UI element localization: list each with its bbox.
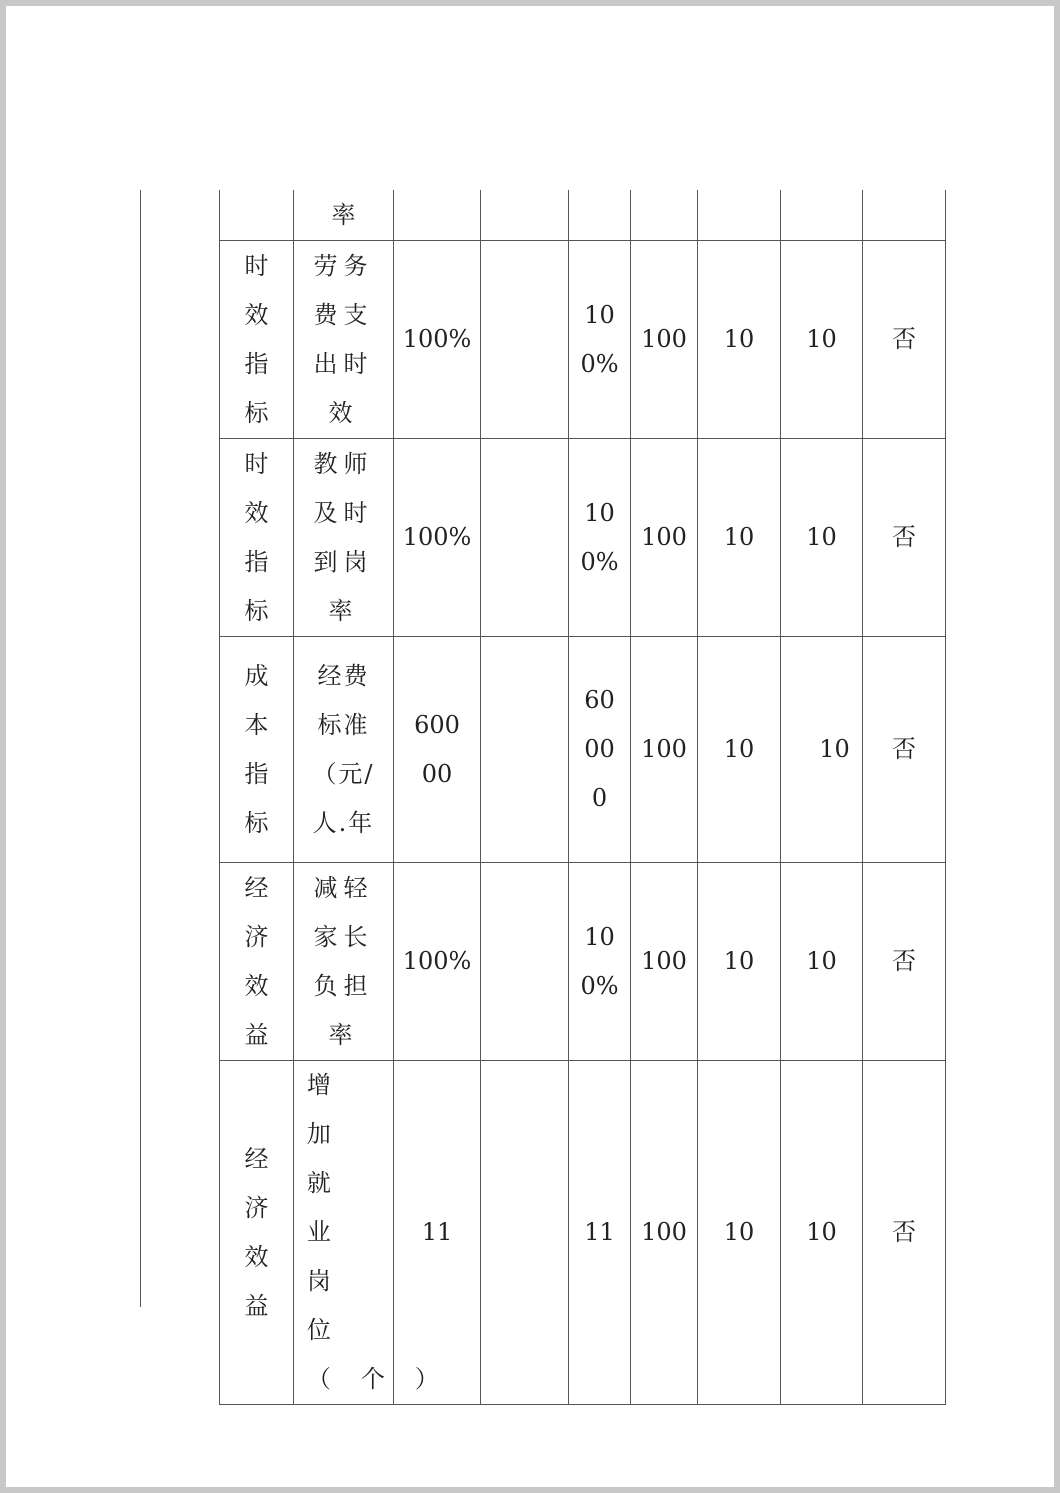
blank-cell bbox=[481, 637, 569, 863]
rate-cell: 100 bbox=[631, 637, 698, 863]
target-cell: 100% bbox=[394, 241, 481, 439]
rate-cell: 100 bbox=[631, 439, 698, 637]
flag-cell: 否 bbox=[863, 863, 946, 1061]
performance-indicator-table bbox=[219, 190, 946, 1405]
table-row bbox=[220, 863, 946, 1061]
score-full-cell bbox=[698, 190, 781, 241]
flag-cell: 否 bbox=[863, 1061, 946, 1405]
score-full-cell: 10 bbox=[698, 439, 781, 637]
score-got-cell: 10 bbox=[781, 637, 863, 863]
blank-cell bbox=[481, 863, 569, 1061]
blank-cell bbox=[481, 439, 569, 637]
table-row bbox=[220, 1061, 946, 1405]
target-cell: 100% bbox=[394, 863, 481, 1061]
score-full-cell: 10 bbox=[698, 241, 781, 439]
flag-cell: 否 bbox=[863, 241, 946, 439]
category-cell: 经济效益 bbox=[220, 1061, 294, 1405]
target-cell: 60000 bbox=[394, 637, 481, 863]
blank-cell bbox=[481, 1061, 569, 1405]
score-got-cell: 10 bbox=[781, 1061, 863, 1405]
target-cell bbox=[394, 190, 481, 241]
table-row bbox=[220, 241, 946, 439]
score-full-cell: 10 bbox=[698, 863, 781, 1061]
flag-cell bbox=[863, 190, 946, 241]
actual-cell: 11 bbox=[569, 1061, 631, 1405]
outer-table-border bbox=[140, 190, 141, 1307]
indicator-cell: 教师及时到岗率 bbox=[294, 439, 394, 637]
target-cell: 11 bbox=[394, 1061, 481, 1405]
table-row bbox=[220, 637, 946, 863]
score-got-cell: 10 bbox=[781, 863, 863, 1061]
indicator-cell: 率 bbox=[294, 190, 394, 241]
score-full-cell: 10 bbox=[698, 1061, 781, 1405]
blank-cell bbox=[481, 241, 569, 439]
rate-cell: 100 bbox=[631, 241, 698, 439]
category-cell: 成本指标 bbox=[220, 637, 294, 863]
blank-cell bbox=[481, 190, 569, 241]
rate-cell: 100 bbox=[631, 1061, 698, 1405]
score-got-cell bbox=[781, 190, 863, 241]
actual-cell: 60000 bbox=[569, 637, 631, 863]
category-cell bbox=[220, 190, 294, 241]
flag-cell: 否 bbox=[863, 637, 946, 863]
score-full-cell: 10 bbox=[698, 637, 781, 863]
flag-cell: 否 bbox=[863, 439, 946, 637]
rate-cell bbox=[631, 190, 698, 241]
indicator-cell: 劳务费支出时效 bbox=[294, 241, 394, 439]
score-got-cell: 10 bbox=[781, 439, 863, 637]
actual-cell: 100% bbox=[569, 863, 631, 1061]
category-cell: 经济效益 bbox=[220, 863, 294, 1061]
table-row bbox=[220, 439, 946, 637]
target-cell: 100% bbox=[394, 439, 481, 637]
rate-cell: 100 bbox=[631, 863, 698, 1061]
indicator-cell: 减轻家长负担率 bbox=[294, 863, 394, 1061]
score-got-cell: 10 bbox=[781, 241, 863, 439]
category-cell: 时效指标 bbox=[220, 439, 294, 637]
table-row bbox=[220, 190, 946, 241]
actual-cell bbox=[569, 190, 631, 241]
actual-cell: 100% bbox=[569, 439, 631, 637]
indicator-cell: 经费标准（元/人.年 bbox=[294, 637, 394, 863]
category-cell: 时效指标 bbox=[220, 241, 294, 439]
indicator-cell: 增加就业岗位（个） bbox=[294, 1061, 394, 1405]
actual-cell: 100% bbox=[569, 241, 631, 439]
